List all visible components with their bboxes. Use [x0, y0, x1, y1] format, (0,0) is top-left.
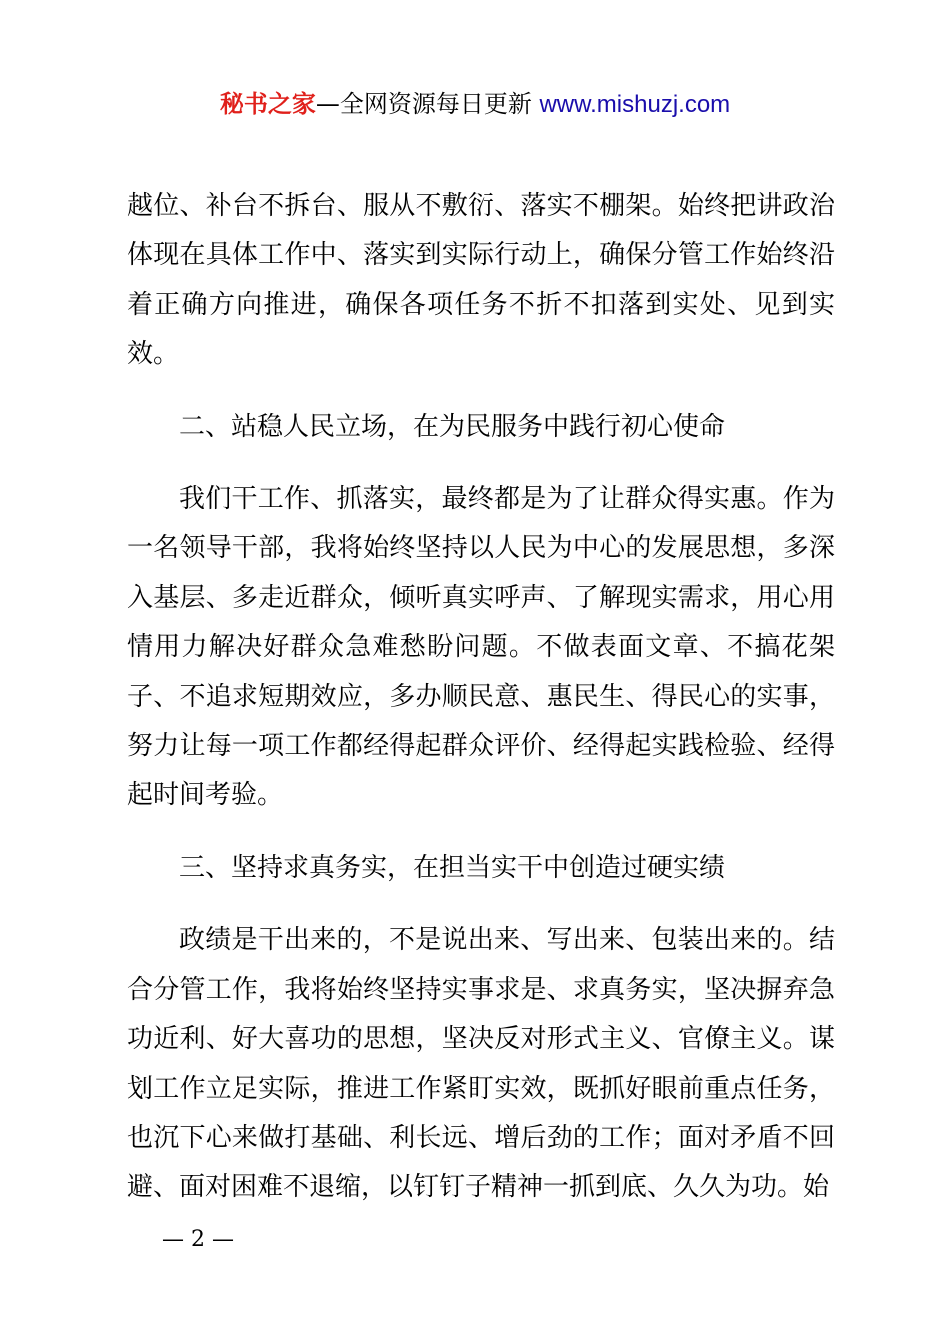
header-slogan: —全网资源每日更新: [315, 90, 532, 118]
website-link[interactable]: www.mishuzj.com: [539, 91, 731, 118]
paragraph-continuation: 越位、补台不拆台、服从不敷衍、落实不棚架。始终把讲政治体现在具体工作中、落实到实际行动上，确保分管工作始终沿着正确方向推进，确保各项任务不折不扣落到实处、见到实效。: [127, 191, 835, 370]
brand-name: 秘书之家: [219, 90, 316, 118]
paragraph-performance: 政绩是干出来的，不是说出来、写出来、包装出来的。结合分管工作，我将始终坚持实事求是、求真务实，坚决摒弃急功近利、好大喜功的思想，坚决反对形式主义、官僚主义。谋划工作立足实际，推进工作紧盯实效，既抓好眼前重点任务，也沉下心来做打基础、利长远、增后劲的工作；面对矛盾不回避、面对困难不退缩，以钉钉子精神一抓到底、久久为功。始: [127, 925, 835, 1203]
section-heading-2: 二、站稳人民立场，在为民服务中践行初心使命: [179, 411, 726, 442]
document-body: [127, 182, 835, 1213]
section-heading-3: 三、坚持求真务实，在担当实干中创造过硬实绩: [179, 852, 726, 883]
page-header: [0, 84, 950, 125]
page-number: — 2 —: [162, 1227, 234, 1252]
paragraph-people: 我们干工作、抓落实，最终都是为了让群众得实惠。作为一名领导干部，我将始终坚持以人民为中心的发展思想，多深入基层、多走近群众，倾听真实呼声、了解现实需求，用心用情用力解决好群众急难愁盼问题。不做表面文章、不搞花架子、不追求短期效应，多办顺民意、惠民生、得民心的实事，努力让每一项工作都经得起群众评价、经得起实践检验、经得起时间考验。: [127, 484, 835, 811]
